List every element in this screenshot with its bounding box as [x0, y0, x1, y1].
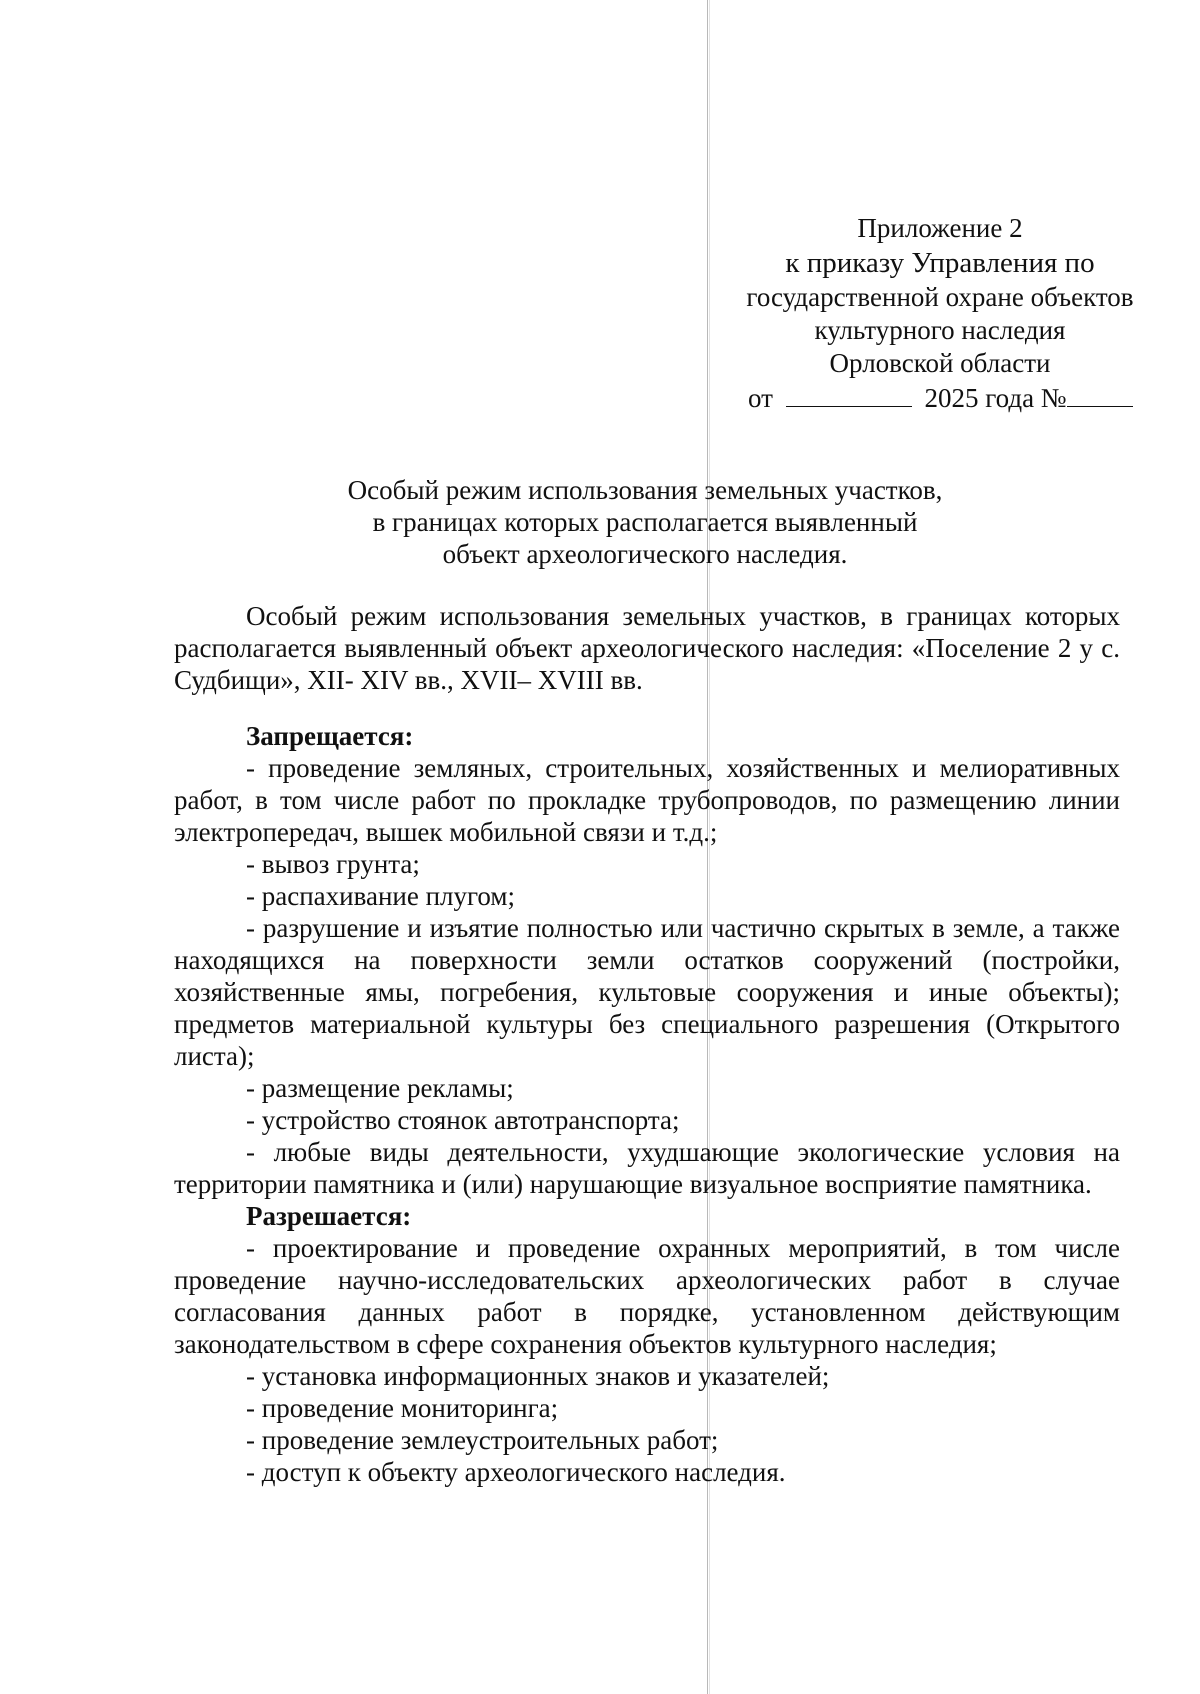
prohibited-item: - любые виды деятельности, ухудшающие экологические условия на территории памятника и (или) нарушающие визуальное восприятие памятника.: [174, 1137, 1120, 1199]
intro-paragraph: Особый режим использования земельных участков, в границах которых располагается выявленный объект археологического наследия: «Поселение 2 у с. Судбищи», XII- XIV вв., XVII– XVIII вв.: [174, 601, 1120, 695]
prohibited-item: - проведение земляных, строительных, хозяйственных и мелиоративных работ, в том числе работ по прокладке трубопроводов, по размещению линии электропередач, вышек мобильной связи и т.д.;: [174, 753, 1120, 847]
prohibited-heading: Запрещается:: [246, 721, 414, 751]
appendix-number: Приложение 2: [857, 213, 1023, 243]
prohibited-item: - разрушение и изъятие полностью или частично скрытых в земле, а также находящихся на поверхности земли остатков сооружений (постройки, хозяйственные ямы, погребения, культовые сооружения и иные объекты); предметов материальной культуры без специального разрешения (Открытого листа);: [174, 913, 1120, 1071]
document-title: [170, 474, 1120, 570]
permitted-heading: Разрешается:: [246, 1201, 412, 1231]
appendix-department-line2: культурного наследия: [814, 315, 1066, 345]
prohibited-item: - размещение рекламы;: [246, 1073, 514, 1103]
appendix-region: Орловской области: [829, 348, 1051, 378]
prohibited-item: - устройство стоянок автотранспорта;: [246, 1105, 680, 1135]
permitted-item: - проектирование и проведение охранных мероприятий, в том числе проведение научно-исследовательских археологических работ в случае согласования данных работ в порядке, установленном действующим законодательством в сфере сохранения объектов культурного наследия;: [174, 1233, 1120, 1359]
appendix-date-line: [700, 382, 1180, 415]
permitted-item: - доступ к объекту археологического наследия.: [246, 1457, 786, 1487]
document-body: [174, 600, 1120, 1488]
number-blank: [1067, 382, 1133, 407]
prohibited-item: - вывоз грунта;: [246, 849, 420, 879]
title-line-3: объект археологического наследия.: [442, 539, 848, 569]
permitted-item: - установка информационных знаков и указателей;: [246, 1361, 830, 1391]
date-blank: [786, 382, 912, 407]
prohibited-item: - распахивание плугом;: [246, 881, 515, 911]
date-prefix: от: [748, 383, 773, 413]
appendix-order-ref: к приказу Управления по: [785, 247, 1095, 279]
permitted-item: - проведение землеустроительных работ;: [246, 1425, 719, 1455]
appendix-department-line1: государственной охране объектов: [746, 282, 1134, 312]
title-line-1: Особый режим использования земельных участков,: [347, 475, 943, 505]
title-line-2: в границах которых располагается выявленный: [372, 507, 918, 537]
date-year: 2025 года №: [924, 383, 1067, 413]
appendix-header: [700, 212, 1180, 415]
permitted-item: - проведение мониторинга;: [246, 1393, 559, 1423]
